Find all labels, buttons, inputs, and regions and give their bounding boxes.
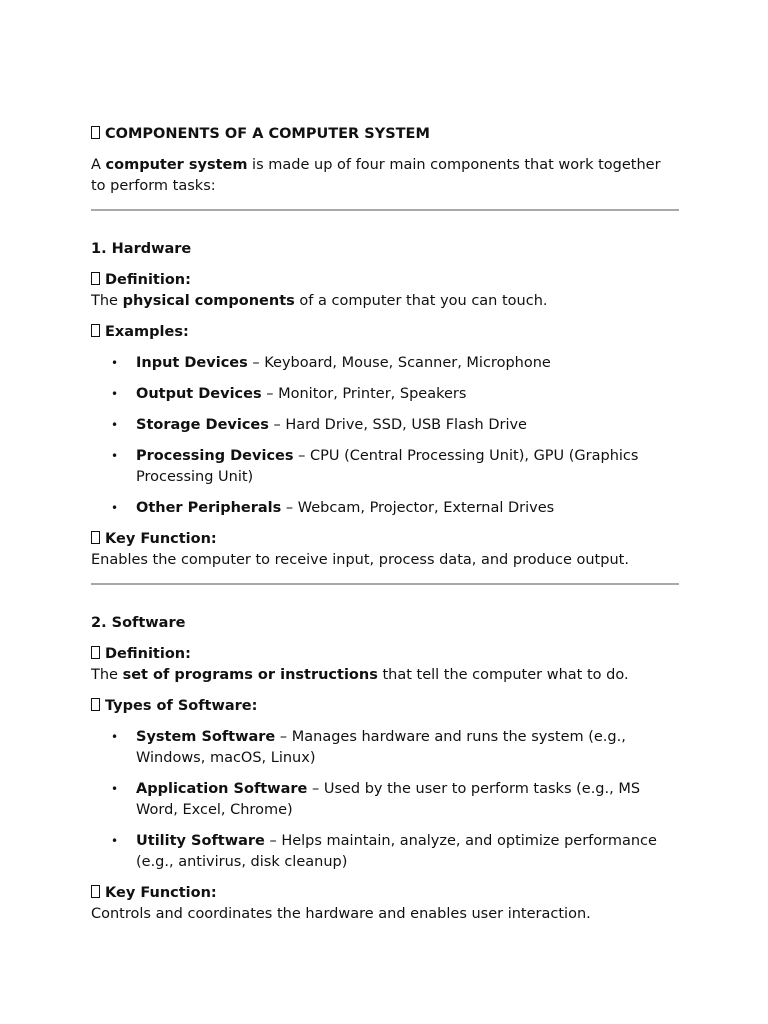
intro-prefix: A xyxy=(91,157,106,173)
intro-suffix: is made up of four main components that work together to perform tasks: xyxy=(91,157,661,194)
list-item xyxy=(91,779,679,821)
list-item xyxy=(91,446,679,488)
definition-text xyxy=(91,665,679,686)
list-item xyxy=(91,831,679,873)
document-content xyxy=(91,124,679,925)
definition-prefix: The xyxy=(91,293,123,309)
list-item-desc: – Used by the user to perform tasks (e.g., MS Word, Excel, Chrome) xyxy=(136,781,641,818)
examples-list xyxy=(91,353,679,519)
list-item-desc: – Helps maintain, analyze, and optimize performance (e.g., antivirus, disk cleanup) xyxy=(136,833,657,870)
function-label-text: Key Function: xyxy=(105,885,217,901)
list-item xyxy=(91,727,679,769)
function-text: Controls and coordinates the hardware and enables user interaction. xyxy=(91,906,591,922)
definition-text xyxy=(91,291,679,312)
section-divider xyxy=(91,583,679,585)
definition-label-text: Definition: xyxy=(105,646,191,662)
list-item-term: Application Software xyxy=(136,781,308,797)
list-label xyxy=(91,322,679,343)
function-label xyxy=(91,529,679,550)
intro-paragraph xyxy=(91,155,679,197)
unknown-glyph-icon xyxy=(91,126,100,139)
section-software xyxy=(91,613,679,925)
document-title xyxy=(91,124,679,145)
definition-suffix: of a computer that you can touch. xyxy=(294,293,548,309)
list-item xyxy=(91,498,679,519)
list-item-term: Input Devices xyxy=(136,355,248,371)
list-item-desc: – CPU (Central Processing Unit), GPU (Graphics Processing Unit) xyxy=(136,448,639,485)
unknown-glyph-icon xyxy=(91,272,100,285)
section-heading xyxy=(91,239,679,260)
section-heading-text: 2. Software xyxy=(91,615,186,631)
list-item-term: Other Peripherals xyxy=(136,500,282,516)
section-heading xyxy=(91,613,679,634)
list-item-desc: – Hard Drive, SSD, USB Flash Drive xyxy=(268,417,527,433)
list-item-desc: – Keyboard, Mouse, Scanner, Microphone xyxy=(247,355,551,371)
unknown-glyph-icon xyxy=(91,531,100,544)
list-item-desc: – Webcam, Projector, External Drives xyxy=(281,500,555,516)
intro-bold: computer system xyxy=(105,157,248,173)
types-list xyxy=(91,727,679,873)
list-item xyxy=(91,415,679,436)
list-item xyxy=(91,353,679,374)
definition-suffix: that tell the computer what to do. xyxy=(377,667,629,683)
list-item-term: Storage Devices xyxy=(136,417,269,433)
unknown-glyph-icon xyxy=(91,324,100,337)
section-divider xyxy=(91,209,679,211)
definition-bold: set of programs or instructions xyxy=(122,667,378,683)
list-item-term: Utility Software xyxy=(136,833,265,849)
list-label xyxy=(91,696,679,717)
unknown-glyph-icon xyxy=(91,885,100,898)
section-heading-text: 1. Hardware xyxy=(91,241,192,257)
unknown-glyph-icon xyxy=(91,646,100,659)
function-text: Enables the computer to receive input, process data, and produce output. xyxy=(91,552,629,568)
section-hardware xyxy=(91,239,679,571)
list-label-text: Types of Software: xyxy=(105,698,258,714)
definition-label-text: Definition: xyxy=(105,272,191,288)
list-label-text: Examples: xyxy=(105,324,189,340)
function-label xyxy=(91,883,679,904)
list-item xyxy=(91,384,679,405)
function-label-text: Key Function: xyxy=(105,531,217,547)
list-item-term: System Software xyxy=(136,729,276,745)
definition-prefix: The xyxy=(91,667,123,683)
list-item-term: Processing Devices xyxy=(136,448,294,464)
list-item-desc: – Monitor, Printer, Speakers xyxy=(261,386,467,402)
list-item-term: Output Devices xyxy=(136,386,262,402)
document-title-text: COMPONENTS OF A COMPUTER SYSTEM xyxy=(105,126,430,142)
list-item-desc: – Manages hardware and runs the system (e.g., Windows, macOS, Linux) xyxy=(136,729,626,766)
definition-bold: physical components xyxy=(122,293,295,309)
unknown-glyph-icon xyxy=(91,698,100,711)
definition-label xyxy=(91,644,679,665)
definition-label xyxy=(91,270,679,291)
